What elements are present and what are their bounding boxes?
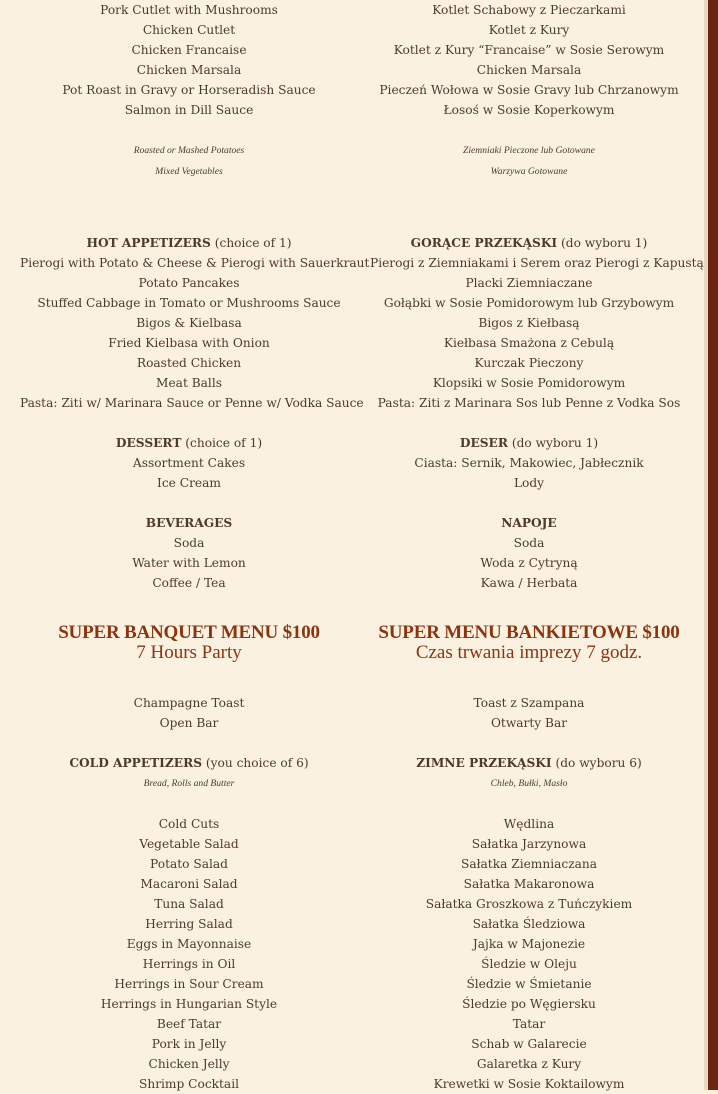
menu-item: Toast z Szampana (473, 696, 585, 710)
section-heading (20, 513, 358, 533)
page-edge-bar (704, 0, 718, 1090)
menu-item: Chicken Marsala (136, 63, 242, 77)
menu-item: Śledzie w Śmietanie (466, 977, 592, 991)
menu-item: Soda (173, 536, 205, 550)
sides-block (20, 120, 358, 182)
section-heading (20, 233, 358, 253)
section-heading-note: (do wyboru 1) (511, 436, 599, 450)
menu-item: Gołąbki w Sosie Pomidorowym lub Grzybowym (383, 296, 675, 310)
menu-item: Śledzie po Węgiersku (462, 997, 596, 1011)
spacer (20, 182, 358, 202)
menu-item: Pierogi z Ziemniakami i Serem oraz Pierogi z Kapustą (370, 256, 704, 270)
hot-appetizers-heading-wrap (370, 233, 688, 253)
menu-item: Herrings in Sour Cream (114, 977, 264, 991)
menu-item: Soda (513, 536, 545, 550)
section-heading-title: NAPOJE (501, 516, 557, 530)
menu-item: Fried Kielbasa with Onion (108, 336, 270, 350)
section-heading-note: (choice of 1) (185, 436, 263, 450)
menu-item: Cold Cuts (158, 817, 220, 831)
menu-item: Macaroni Salad (140, 877, 238, 891)
menu-item: Sałatka Makaronowa (463, 877, 595, 891)
spacer (370, 493, 688, 513)
spacer (370, 663, 688, 683)
menu-item: Wędlina (503, 817, 555, 831)
super-banquet-title: SUPER MENU BANKIETOWE $100 (378, 622, 680, 643)
super-banquet-subtitle: 7 Hours Party (136, 642, 242, 663)
menu-item: Pork Cutlet with Mushrooms (100, 3, 278, 17)
spacer (20, 794, 358, 814)
menu-item: Kotlet z Kury “Francaise” w Sosie Serowym (393, 43, 665, 57)
menu-item: Assortment Cakes (132, 456, 246, 470)
english-menu-column (20, 0, 370, 1094)
banquet-extras (370, 693, 688, 733)
menu-item: Kiełbasa Smażona z Cebulą (443, 336, 615, 350)
menu-item: Pot Roast in Gravy or Horseradish Sauce (62, 83, 316, 97)
menu-item: Otwarty Bar (490, 716, 568, 730)
menu-item: Herring Salad (145, 917, 233, 931)
side-item: Mixed Vegetables (155, 166, 223, 177)
side-item: Roasted or Mashed Potatoes (133, 145, 245, 156)
menu-item: Bigos & Kielbasa (136, 316, 242, 330)
menu-item: Łosoś w Sosie Koperkowym (443, 103, 615, 117)
menu-item: Roasted Chicken (136, 356, 242, 370)
side-item: Warzywa Gotowane (490, 166, 568, 177)
menu-item: Ciasta: Sernik, Makowiec, Jabłecznik (414, 456, 644, 470)
menu-item: Meat Balls (155, 376, 222, 390)
bread-note: Bread, Rolls and Butter (143, 778, 235, 789)
menu-item: Lody (513, 476, 545, 490)
menu-item: Pierogi with Potato & Cheese & Pierogi with Sauerkraut (20, 256, 370, 270)
spacer (20, 493, 358, 513)
menu-item: Chicken Cutlet (142, 23, 236, 37)
section-heading (370, 753, 688, 773)
menu-item: Vegetable Salad (139, 837, 239, 851)
menu-item: Tuna Salad (154, 897, 224, 911)
section-heading (370, 433, 688, 453)
spacer (20, 733, 358, 753)
menu-item: Bigos z Kiełbasą (478, 316, 580, 330)
section-heading-title: BEVERAGES (145, 516, 233, 530)
section-heading (370, 513, 688, 533)
hot-appetizers-heading-wrap (20, 233, 358, 253)
spacer (370, 413, 688, 433)
menu-item: Kawa / Herbata (480, 576, 578, 590)
spacer (370, 182, 688, 202)
menu-item: Pasta: Ziti w/ Marinara Sauce or Penne w/ Vodka Sauce (20, 396, 364, 410)
spacer (20, 413, 358, 433)
menu-item: Chicken Francaise (131, 43, 247, 57)
section-heading (20, 433, 358, 453)
bread-note: Chleb, Bułki, Masło (490, 778, 568, 789)
menu-item: Ice Cream (157, 476, 221, 490)
menu-item: Eggs in Mayonnaise (126, 937, 252, 951)
menu-item: Beef Tatar (156, 1017, 222, 1031)
menu-item: Herrings in Hungarian Style (100, 997, 278, 1011)
menu-item: Kotlet Schabowy z Pieczarkami (432, 3, 626, 17)
polish-menu-column (370, 0, 704, 1094)
menu-item: Potato Pancakes (138, 276, 240, 290)
super-banquet-subtitle: Czas trwania imprezy 7 godz. (415, 642, 643, 663)
section-heading-title: DESSERT (115, 436, 182, 450)
menu-item: Klopsiki w Sosie Pomidorowym (432, 376, 626, 390)
side-item: Ziemniaki Pieczone lub Gotowane (463, 145, 595, 156)
menu-item: Water with Lemon (132, 556, 246, 570)
menu-item: Chicken Marsala (476, 63, 582, 77)
spacer (20, 663, 358, 683)
menu-item: Stuffed Cabbage in Tomato or Mushrooms Sauce (37, 296, 341, 310)
banquet-extras (20, 693, 358, 733)
menu-item: Tatar (512, 1017, 546, 1031)
section-heading-title: HOT APPETIZERS (86, 236, 211, 250)
spacer (370, 202, 688, 222)
menu-item: Sałatka Śledziowa (472, 917, 586, 931)
menu-item: Kurczak Pieczony (474, 356, 584, 370)
menu-item: Schab w Galarecie (471, 1037, 587, 1051)
spacer (20, 202, 358, 222)
spacer (370, 733, 688, 753)
menu-item: Pork in Jelly (151, 1037, 227, 1051)
menu-item: Sałatka Groszkowa z Tuńczykiem (425, 897, 633, 911)
menu-item: Shrimp Cocktail (139, 1077, 239, 1091)
menu-item: Coffee / Tea (152, 576, 226, 590)
menu-item: Sałatka Ziemniaczana (460, 857, 598, 871)
menu-item: Kotlet z Kury (488, 23, 570, 37)
super-banquet-title: SUPER BANQUET MENU $100 (58, 622, 320, 643)
sides-block (370, 120, 688, 182)
menu-item: Salmon in Dill Sauce (124, 103, 254, 117)
menu-item: Pasta: Ziti z Marinara Sos lub Penne z Vodka Sos (377, 396, 681, 410)
menu-item: Open Bar (159, 716, 219, 730)
menu-item: Chicken Jelly (148, 1057, 230, 1071)
menu-item: Krewetki w Sosie Koktailowym (433, 1077, 625, 1091)
section-heading-note: (do wyboru 6) (555, 756, 642, 770)
menu-item: Galaretka z Kury (476, 1057, 582, 1071)
menu-item: Pieczeń Wołowa w Sosie Gravy lub Chrzanowym (379, 83, 679, 97)
menu-item: Woda z Cytryną (480, 556, 578, 570)
section-heading-note: (choice of 1) (214, 236, 292, 250)
section-heading-title: COLD APPETIZERS (69, 756, 203, 770)
menu-item: Potato Salad (150, 857, 228, 871)
section-heading (370, 233, 688, 253)
spacer (20, 593, 358, 613)
section-heading-note: (do wyboru 1) (561, 236, 648, 250)
section-heading-title: ZIMNE PRZEKĄSKI (416, 756, 552, 770)
menu-item: Placki Ziemniaczane (465, 276, 593, 290)
menu-item: Jajka w Majonezie (472, 937, 586, 951)
section-heading-title: DESER (459, 436, 508, 450)
menu-item: Sałatka Jarzynowa (471, 837, 587, 851)
section-heading-note: (you choice of 6) (205, 756, 309, 770)
section-heading (20, 753, 358, 773)
menu-item: Herrings in Oil (142, 957, 236, 971)
menu-item: Śledzie w Oleju (481, 957, 577, 971)
section-heading-title: GORĄCE PRZEKĄSKI (410, 236, 558, 250)
spacer (370, 593, 688, 613)
menu-item: Champagne Toast (133, 696, 245, 710)
spacer (370, 794, 688, 814)
